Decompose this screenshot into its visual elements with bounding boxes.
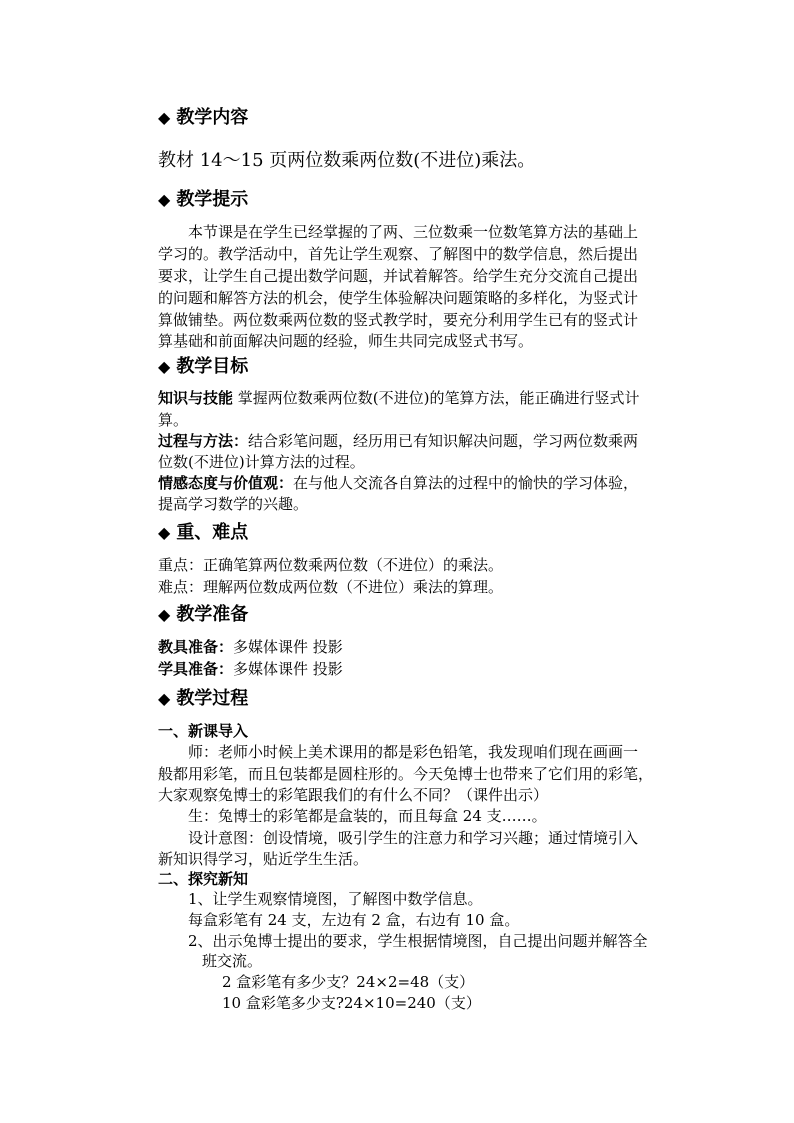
heading-goals-text: 教学目标 xyxy=(176,356,249,377)
process-part2-item1: 1、让学生观察情境图，了解图中数学信息。 xyxy=(188,890,483,908)
prep-student xyxy=(158,659,343,679)
prep-teacher-label: 教具准备： xyxy=(158,638,234,656)
prep-teacher-text: 多媒体课件 投影 xyxy=(233,638,343,656)
process-part1-line: 大家观察兔博士的彩笔跟我们的有什么不同？（课件出示） xyxy=(158,786,549,804)
hint-line: 算基础和前面解决问题的经验，师生共同完成竖式书写。 xyxy=(158,332,534,350)
goal-knowledge-cont: 算。 xyxy=(158,411,189,429)
process-part1-student: 生：兔博士的彩笔都是盒装的，而且每盒 24 支……。 xyxy=(188,807,547,825)
goal-emotion-text: 在与他人交流各自算法的过程中的愉快的学习体验， xyxy=(293,474,639,492)
goal-process-cont: 位数(不进位)计算方法的过程。 xyxy=(158,453,365,471)
heading-hint xyxy=(158,188,248,212)
prep-student-label: 学具准备： xyxy=(158,660,234,678)
keypoint-difficult: 难点：理解两位数成两位数（不进位）乘法的算理。 xyxy=(158,578,504,596)
goal-process xyxy=(158,431,638,451)
goal-emotion-cont: 提高学习数学的兴趣。 xyxy=(158,495,309,513)
diamond-bullet-icon: ◆ xyxy=(158,357,171,376)
goal-process-label: 过程与方法： xyxy=(158,432,249,450)
heading-keypoints-text: 重、难点 xyxy=(176,522,249,543)
diamond-bullet-icon: ◆ xyxy=(158,190,171,209)
hint-line: 要求，让学生自己提出数学问题，并试着解答。给学生充分交流自己提出 xyxy=(158,267,639,285)
heading-keypoints xyxy=(158,521,248,545)
prep-teacher xyxy=(158,637,343,657)
diamond-bullet-icon: ◆ xyxy=(158,605,171,624)
diamond-bullet-icon: ◆ xyxy=(158,523,171,542)
heading-content-text: 教学内容 xyxy=(176,107,249,128)
heading-prep xyxy=(158,603,248,627)
heading-process xyxy=(158,687,248,711)
goal-knowledge xyxy=(158,388,640,408)
process-part1-title: 一、新课导入 xyxy=(158,722,249,740)
content-text: 教材 14～15 页两位数乘两位数(不进位)乘法。 xyxy=(158,150,536,171)
goal-emotion xyxy=(158,473,638,493)
prep-student-text: 多媒体课件 投影 xyxy=(233,660,343,678)
hint-line: 本节课是在学生已经掌握的了两、三位数乘一位数笔算方法的基础上 xyxy=(188,223,639,241)
heading-goals xyxy=(158,355,248,379)
process-part2-title: 二、探究新知 xyxy=(158,870,249,888)
heading-prep-text: 教学准备 xyxy=(176,604,249,625)
hint-line: 的问题和解答方法的机会，使学生体验解决问题策略的多样化，为竖式计 xyxy=(158,289,639,307)
heading-hint-text: 教学提示 xyxy=(176,189,249,210)
goal-knowledge-label: 知识与技能 xyxy=(158,389,234,407)
diamond-bullet-icon: ◆ xyxy=(158,689,171,708)
heading-process-text: 教学过程 xyxy=(176,688,249,709)
goal-emotion-label: 情感态度与价值观： xyxy=(158,474,294,492)
process-calc-2: 10 盒彩笔多少支?24×10=240（支） xyxy=(222,994,481,1012)
goal-process-text: 结合彩笔问题，经历用已有知识解决问题，学习两位数乘两 xyxy=(248,432,639,450)
heading-content xyxy=(158,106,248,130)
process-part1-line: 般都用彩笔，而且包装都是圆柱形的。今天兔博士也带来了它们用的彩笔， xyxy=(158,765,654,783)
hint-line: 算做铺垫。两位数乘两位数的竖式教学时，要充分利用学生已有的竖式计 xyxy=(158,311,639,329)
process-part1-design: 新知识得学习，贴近学生生活。 xyxy=(158,850,369,868)
process-part1-line: 师：老师小时候上美术课用的都是彩色铅笔，我发现咱们现在画画一 xyxy=(188,743,639,761)
keypoint-key: 重点：正确笔算两位数乘两位数（不进位）的乘法。 xyxy=(158,556,504,574)
process-part2-item1-detail: 每盒彩笔有 24 支，左边有 2 盒，右边有 10 盒。 xyxy=(188,911,520,929)
diamond-bullet-icon: ◆ xyxy=(158,108,171,127)
process-part2-item2-cont: 班交流。 xyxy=(202,952,263,970)
hint-line: 学习的。教学活动中，首先让学生观察、了解图中的数学信息，然后提出 xyxy=(158,245,639,263)
goal-knowledge-text: 掌握两位数乘两位数(不进位)的笔算方法，能正确进行竖式计 xyxy=(233,389,640,407)
process-part2-item2: 2、出示兔博士提出的要求，学生根据情境图，自己提出问题并解答全 xyxy=(188,932,648,950)
process-calc-1: 2 盒彩笔有多少支？24×2=48（支） xyxy=(222,973,475,991)
process-part1-design: 设计意图：创设情境，吸引学生的注意力和学习兴趣；通过情境引入 xyxy=(188,829,639,847)
